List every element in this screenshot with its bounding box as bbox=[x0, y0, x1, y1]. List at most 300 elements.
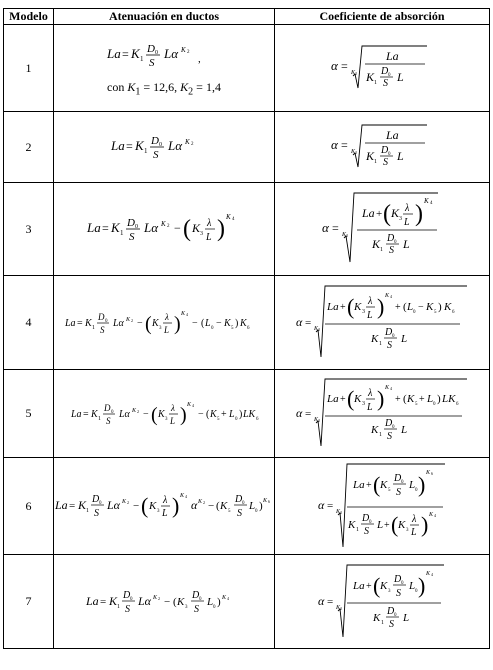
svg-text:La: La bbox=[326, 392, 339, 405]
svg-text:L: L bbox=[426, 392, 433, 405]
svg-text:Lα: Lα bbox=[168, 138, 183, 153]
svg-text:K: K bbox=[443, 300, 451, 313]
svg-text:−: − bbox=[137, 317, 143, 329]
table-row bbox=[4, 183, 490, 276]
svg-text:α: α bbox=[331, 137, 338, 152]
svg-text:+: + bbox=[339, 393, 346, 405]
svg-text:D: D bbox=[92, 494, 100, 505]
svg-text:K: K bbox=[341, 232, 346, 238]
svg-text:1: 1 bbox=[144, 147, 148, 155]
svg-text:L: L bbox=[402, 237, 410, 251]
svg-text:(: ( bbox=[141, 493, 149, 518]
svg-text:K: K bbox=[180, 493, 185, 499]
svg-text:(: ( bbox=[391, 512, 399, 537]
svg-text:=: = bbox=[304, 407, 311, 420]
svg-text:α: α bbox=[321, 220, 329, 235]
svg-text:+: + bbox=[366, 580, 372, 592]
svg-text:K: K bbox=[390, 206, 399, 220]
svg-text:2: 2 bbox=[131, 317, 133, 323]
svg-text:D: D bbox=[151, 135, 159, 147]
svg-text:0: 0 bbox=[242, 501, 245, 506]
absorption-equation bbox=[327, 42, 437, 94]
svg-text:K: K bbox=[181, 46, 186, 55]
svg-text:): ) bbox=[418, 472, 426, 497]
model-number: 7 bbox=[4, 555, 54, 649]
absorption-equation bbox=[320, 190, 445, 268]
svg-text:4: 4 bbox=[192, 402, 194, 408]
svg-text:D: D bbox=[381, 66, 389, 77]
svg-text:λ: λ bbox=[412, 514, 417, 525]
svg-text:3: 3 bbox=[165, 416, 168, 422]
svg-text:La: La bbox=[65, 317, 76, 329]
svg-text:0: 0 bbox=[415, 588, 418, 594]
svg-text:): ) bbox=[421, 512, 429, 537]
svg-text:K: K bbox=[426, 470, 431, 476]
svg-text:S: S bbox=[237, 508, 242, 519]
absorption-equation bbox=[327, 121, 437, 173]
svg-text:1: 1 bbox=[374, 80, 377, 86]
svg-text:L: L bbox=[207, 595, 214, 608]
header-model: Modelo bbox=[4, 9, 54, 25]
svg-text:): ) bbox=[217, 216, 225, 242]
k2-index: 2 bbox=[188, 86, 194, 98]
svg-text:5: 5 bbox=[228, 509, 231, 514]
svg-text:K: K bbox=[263, 498, 268, 504]
absorption-cell bbox=[275, 458, 490, 555]
svg-text:(: ( bbox=[206, 408, 210, 420]
svg-text:K: K bbox=[380, 479, 388, 491]
constants-line bbox=[54, 80, 274, 97]
svg-text:K: K bbox=[353, 300, 361, 313]
svg-text:D: D bbox=[98, 311, 105, 322]
svg-text:5: 5 bbox=[433, 309, 436, 315]
svg-text:K: K bbox=[384, 292, 389, 299]
svg-text:S: S bbox=[396, 487, 401, 498]
svg-text:λ: λ bbox=[165, 311, 169, 322]
svg-text:K: K bbox=[91, 408, 98, 420]
svg-text:4: 4 bbox=[185, 494, 187, 499]
table-row bbox=[4, 276, 490, 370]
svg-text:(: ( bbox=[402, 300, 407, 313]
svg-text:2: 2 bbox=[345, 233, 348, 238]
constants-prefix: con bbox=[107, 80, 125, 95]
svg-text:S: S bbox=[125, 603, 130, 615]
svg-text:2: 2 bbox=[137, 408, 139, 414]
attenuation-cell bbox=[54, 370, 275, 458]
absorption-equation bbox=[317, 562, 447, 642]
svg-text:K: K bbox=[111, 220, 120, 235]
svg-text:4: 4 bbox=[186, 311, 188, 317]
svg-text:LK: LK bbox=[243, 408, 256, 420]
svg-text:2: 2 bbox=[191, 142, 194, 147]
svg-text:−: − bbox=[417, 301, 424, 313]
svg-text:): ) bbox=[437, 300, 442, 313]
svg-text:K: K bbox=[366, 149, 375, 163]
svg-text:): ) bbox=[174, 312, 181, 335]
svg-text:3: 3 bbox=[361, 308, 365, 315]
svg-text:L: L bbox=[397, 149, 404, 163]
svg-text:(: ( bbox=[373, 572, 381, 598]
svg-text:D: D bbox=[384, 417, 392, 429]
svg-text:0: 0 bbox=[388, 152, 391, 157]
svg-text:K: K bbox=[153, 594, 158, 601]
svg-text:S: S bbox=[100, 324, 105, 335]
svg-text:K: K bbox=[398, 519, 406, 531]
svg-text:0: 0 bbox=[412, 309, 415, 315]
attenuation-equation bbox=[64, 303, 264, 343]
svg-text:α: α bbox=[318, 593, 325, 608]
svg-text:K: K bbox=[222, 594, 227, 601]
svg-text:−: − bbox=[133, 500, 140, 512]
svg-text:La: La bbox=[386, 128, 399, 142]
svg-text:3: 3 bbox=[157, 509, 160, 514]
svg-text:3: 3 bbox=[159, 325, 162, 331]
svg-text:−: − bbox=[208, 500, 215, 512]
svg-text:6: 6 bbox=[247, 325, 250, 331]
svg-text:D: D bbox=[387, 605, 395, 617]
svg-text:K: K bbox=[132, 407, 137, 414]
model-number: 4 bbox=[4, 276, 54, 370]
svg-text:(: ( bbox=[145, 312, 152, 335]
svg-text:K: K bbox=[351, 70, 356, 76]
svg-text:L: L bbox=[397, 70, 404, 84]
svg-text:0: 0 bbox=[155, 50, 158, 57]
svg-text:0: 0 bbox=[394, 612, 397, 618]
svg-text:−: − bbox=[164, 595, 171, 608]
svg-text:3: 3 bbox=[398, 216, 402, 222]
svg-text:L: L bbox=[170, 415, 176, 426]
svg-text:K: K bbox=[122, 499, 127, 505]
svg-text:K: K bbox=[336, 604, 341, 611]
svg-text:S: S bbox=[389, 618, 394, 630]
svg-text:λ: λ bbox=[367, 295, 372, 307]
svg-text:L: L bbox=[400, 332, 407, 345]
svg-text:(: ( bbox=[173, 595, 177, 608]
svg-text:5: 5 bbox=[217, 416, 220, 422]
model-number: 2 bbox=[4, 112, 54, 183]
svg-text:2: 2 bbox=[355, 150, 357, 155]
attenuation-cell bbox=[54, 112, 275, 183]
absorption-cell bbox=[275, 25, 490, 112]
svg-text:K: K bbox=[177, 595, 185, 608]
svg-text:+: + bbox=[339, 301, 346, 313]
svg-text:S: S bbox=[149, 57, 155, 70]
svg-text:K: K bbox=[192, 221, 201, 235]
absorption-cell bbox=[275, 555, 490, 649]
svg-text:S: S bbox=[364, 526, 369, 537]
svg-text:λ: λ bbox=[171, 402, 175, 413]
svg-text:K: K bbox=[370, 423, 378, 436]
svg-text:=: = bbox=[304, 316, 311, 329]
svg-text:+: + bbox=[221, 408, 227, 420]
svg-text:K: K bbox=[336, 509, 341, 515]
svg-text:L: L bbox=[409, 479, 416, 491]
svg-text:1: 1 bbox=[378, 340, 382, 347]
model-number: 3 bbox=[4, 183, 54, 276]
svg-text:): ) bbox=[172, 493, 180, 518]
svg-text:D: D bbox=[362, 513, 370, 524]
svg-text:K: K bbox=[187, 401, 192, 408]
attenuation-cell bbox=[54, 458, 275, 555]
svg-text:3: 3 bbox=[388, 588, 391, 594]
svg-text:D: D bbox=[235, 494, 243, 505]
svg-text:+: + bbox=[366, 480, 372, 491]
svg-text:,: , bbox=[198, 53, 201, 66]
svg-text:0: 0 bbox=[393, 240, 396, 245]
k1-value: = 12,6, bbox=[140, 80, 178, 95]
svg-text:5: 5 bbox=[414, 401, 417, 407]
table-row bbox=[4, 458, 490, 555]
svg-text:4: 4 bbox=[227, 595, 229, 601]
svg-text:1: 1 bbox=[381, 619, 384, 626]
svg-text:2: 2 bbox=[317, 326, 320, 332]
svg-text:1: 1 bbox=[98, 415, 101, 422]
svg-text:K: K bbox=[380, 579, 388, 592]
svg-text:K: K bbox=[78, 498, 87, 512]
svg-text:α: α bbox=[295, 405, 302, 420]
svg-text:λ: λ bbox=[207, 218, 212, 229]
svg-text:=: = bbox=[126, 139, 133, 153]
svg-text:α: α bbox=[191, 498, 198, 512]
svg-text:6: 6 bbox=[455, 401, 458, 407]
svg-text:K: K bbox=[371, 237, 380, 251]
k1-index: 1 bbox=[135, 86, 141, 98]
svg-text:0: 0 bbox=[213, 604, 216, 610]
svg-text:2: 2 bbox=[158, 595, 160, 601]
svg-text:L: L bbox=[162, 508, 168, 519]
svg-text:D: D bbox=[386, 233, 394, 244]
svg-text:K: K bbox=[384, 384, 389, 391]
svg-text:K: K bbox=[351, 149, 356, 155]
svg-text:D: D bbox=[384, 326, 392, 338]
svg-text:K: K bbox=[313, 416, 318, 423]
svg-text:−: − bbox=[198, 408, 204, 420]
svg-text:2: 2 bbox=[340, 605, 342, 611]
svg-text:D: D bbox=[394, 473, 402, 484]
svg-text:1: 1 bbox=[378, 431, 382, 438]
svg-text:Lα: Lα bbox=[164, 46, 179, 62]
svg-text:Lα: Lα bbox=[113, 317, 124, 329]
svg-text:4: 4 bbox=[434, 513, 436, 518]
svg-text:(: ( bbox=[216, 500, 220, 512]
svg-text:(: ( bbox=[151, 403, 158, 426]
svg-text:+: + bbox=[394, 393, 401, 405]
svg-text:D: D bbox=[381, 145, 389, 156]
models-table bbox=[3, 8, 490, 649]
svg-text:S: S bbox=[106, 415, 111, 426]
svg-text:(: ( bbox=[402, 392, 407, 405]
svg-text:K: K bbox=[313, 325, 318, 332]
svg-text:K: K bbox=[423, 197, 429, 205]
svg-text:(: ( bbox=[373, 472, 381, 497]
svg-text:K: K bbox=[126, 316, 131, 323]
svg-text:L: L bbox=[411, 527, 417, 538]
header-attenuation: Atenuación en ductos bbox=[54, 9, 275, 25]
svg-text:0: 0 bbox=[391, 333, 394, 339]
svg-text:): ) bbox=[235, 317, 239, 329]
absorption-cell bbox=[275, 276, 490, 370]
attenuation-equation bbox=[55, 485, 273, 527]
svg-text:+: + bbox=[375, 208, 382, 220]
svg-text:L: L bbox=[403, 611, 410, 624]
svg-text:K: K bbox=[226, 213, 231, 221]
svg-text:S: S bbox=[194, 603, 199, 615]
svg-text:=: = bbox=[100, 595, 107, 608]
attenuation-cell bbox=[54, 276, 275, 370]
svg-text:D: D bbox=[123, 589, 131, 601]
svg-text:=: = bbox=[327, 500, 334, 512]
svg-text:=: = bbox=[331, 221, 339, 235]
svg-text:K: K bbox=[426, 570, 431, 577]
attenuation-equation bbox=[104, 38, 224, 72]
table-row bbox=[4, 370, 490, 458]
attenuation-cell bbox=[54, 555, 275, 649]
svg-text:α: α bbox=[295, 314, 302, 329]
svg-text:La: La bbox=[86, 593, 99, 608]
svg-text:−: − bbox=[192, 317, 198, 329]
svg-text:K: K bbox=[131, 46, 140, 62]
absorption-cell bbox=[275, 112, 490, 183]
svg-text:L: L bbox=[377, 519, 384, 531]
svg-text:L: L bbox=[409, 579, 416, 592]
svg-text:S: S bbox=[94, 508, 99, 519]
svg-text:5: 5 bbox=[388, 488, 391, 493]
svg-text:4: 4 bbox=[232, 217, 235, 222]
svg-text:L: L bbox=[206, 232, 212, 243]
svg-text:0: 0 bbox=[135, 224, 138, 230]
svg-text:K: K bbox=[240, 317, 247, 329]
svg-text:2: 2 bbox=[317, 417, 320, 423]
k2-value: = 1,4 bbox=[193, 80, 221, 95]
svg-text:D: D bbox=[127, 217, 135, 229]
svg-text:L: L bbox=[366, 401, 373, 413]
attenuation-equation bbox=[108, 130, 220, 164]
svg-text:=: = bbox=[341, 138, 348, 152]
svg-text:K: K bbox=[198, 499, 203, 505]
svg-text:K: K bbox=[353, 392, 361, 405]
svg-text:3: 3 bbox=[200, 231, 203, 237]
svg-text:S: S bbox=[129, 231, 135, 243]
svg-text:2: 2 bbox=[355, 71, 357, 76]
svg-text:D: D bbox=[192, 589, 200, 601]
svg-text:Lα: Lα bbox=[138, 593, 151, 608]
svg-text:0: 0 bbox=[130, 596, 133, 602]
svg-text:La: La bbox=[55, 498, 68, 512]
svg-text:0: 0 bbox=[199, 596, 202, 602]
svg-text:1: 1 bbox=[86, 508, 89, 514]
svg-text:S: S bbox=[386, 339, 392, 351]
svg-text:Lα: Lα bbox=[144, 220, 159, 235]
svg-text:4: 4 bbox=[429, 201, 432, 206]
svg-text:K: K bbox=[373, 611, 381, 624]
absorption-equation bbox=[317, 461, 447, 551]
model-number: 1 bbox=[4, 25, 54, 112]
table-row bbox=[4, 555, 490, 649]
svg-text:): ) bbox=[217, 595, 221, 608]
svg-text:=: = bbox=[341, 59, 348, 73]
svg-text:La: La bbox=[361, 206, 375, 220]
svg-text:1: 1 bbox=[120, 229, 124, 237]
svg-text:2: 2 bbox=[127, 500, 129, 505]
svg-text:S: S bbox=[396, 587, 401, 599]
svg-text:4: 4 bbox=[389, 385, 392, 391]
svg-text:La: La bbox=[111, 138, 125, 153]
header-row bbox=[4, 9, 490, 25]
svg-text:La: La bbox=[386, 49, 399, 63]
attenuation-equation bbox=[70, 394, 258, 434]
svg-text:λ: λ bbox=[367, 387, 372, 399]
svg-text:S: S bbox=[383, 157, 388, 168]
svg-text:): ) bbox=[180, 403, 187, 426]
svg-text:0: 0 bbox=[159, 142, 162, 148]
attenuation-equation bbox=[84, 209, 244, 249]
svg-text:La: La bbox=[107, 46, 121, 62]
svg-text:K: K bbox=[366, 70, 375, 84]
svg-text:2: 2 bbox=[340, 510, 342, 515]
svg-text:0: 0 bbox=[432, 401, 435, 407]
table-row bbox=[4, 112, 490, 183]
svg-text:): ) bbox=[436, 392, 441, 405]
svg-text:L: L bbox=[229, 408, 235, 420]
svg-text:(: ( bbox=[201, 317, 205, 329]
svg-text:L: L bbox=[205, 317, 211, 329]
svg-text:L: L bbox=[366, 309, 373, 321]
svg-text:6: 6 bbox=[431, 471, 433, 476]
svg-text:0: 0 bbox=[369, 520, 372, 525]
svg-text:2: 2 bbox=[187, 50, 190, 56]
svg-text:K: K bbox=[425, 300, 433, 313]
svg-text:1: 1 bbox=[374, 159, 377, 165]
svg-text:K: K bbox=[370, 332, 378, 345]
svg-text:K: K bbox=[348, 519, 356, 531]
svg-text:6: 6 bbox=[268, 499, 270, 504]
svg-text:(: ( bbox=[183, 216, 191, 242]
svg-text:La: La bbox=[353, 579, 365, 592]
svg-text:K: K bbox=[210, 408, 217, 420]
svg-text:K: K bbox=[152, 317, 159, 329]
absorption-cell bbox=[275, 370, 490, 458]
svg-text:Lα: Lα bbox=[119, 408, 130, 420]
svg-text:1: 1 bbox=[140, 55, 144, 64]
svg-text:3: 3 bbox=[185, 604, 188, 610]
svg-text:LK: LK bbox=[441, 392, 455, 405]
model-number: 5 bbox=[4, 370, 54, 458]
svg-text:): ) bbox=[259, 500, 263, 512]
svg-text:0: 0 bbox=[255, 509, 258, 514]
svg-text:): ) bbox=[376, 293, 384, 319]
svg-text:λ: λ bbox=[163, 495, 168, 506]
svg-text:3: 3 bbox=[406, 528, 409, 533]
svg-text:): ) bbox=[239, 408, 243, 420]
svg-text:L: L bbox=[249, 500, 256, 512]
svg-text:−: − bbox=[216, 317, 222, 329]
svg-text:K: K bbox=[185, 138, 190, 146]
svg-text:0: 0 bbox=[401, 580, 404, 586]
svg-text:K: K bbox=[224, 317, 231, 329]
svg-text:S: S bbox=[383, 78, 388, 89]
svg-text:0: 0 bbox=[105, 318, 108, 324]
svg-text:Lα: Lα bbox=[107, 498, 120, 512]
svg-text:2: 2 bbox=[203, 500, 205, 505]
header-absorption: Coeficiente de absorción bbox=[275, 9, 490, 25]
svg-text:α: α bbox=[331, 58, 338, 73]
svg-text:(: ( bbox=[382, 201, 391, 227]
attenuation-cell bbox=[54, 25, 275, 112]
svg-text:La: La bbox=[326, 300, 339, 313]
svg-text:S: S bbox=[388, 245, 394, 256]
svg-text:+: + bbox=[394, 301, 401, 313]
svg-text:): ) bbox=[376, 385, 384, 411]
